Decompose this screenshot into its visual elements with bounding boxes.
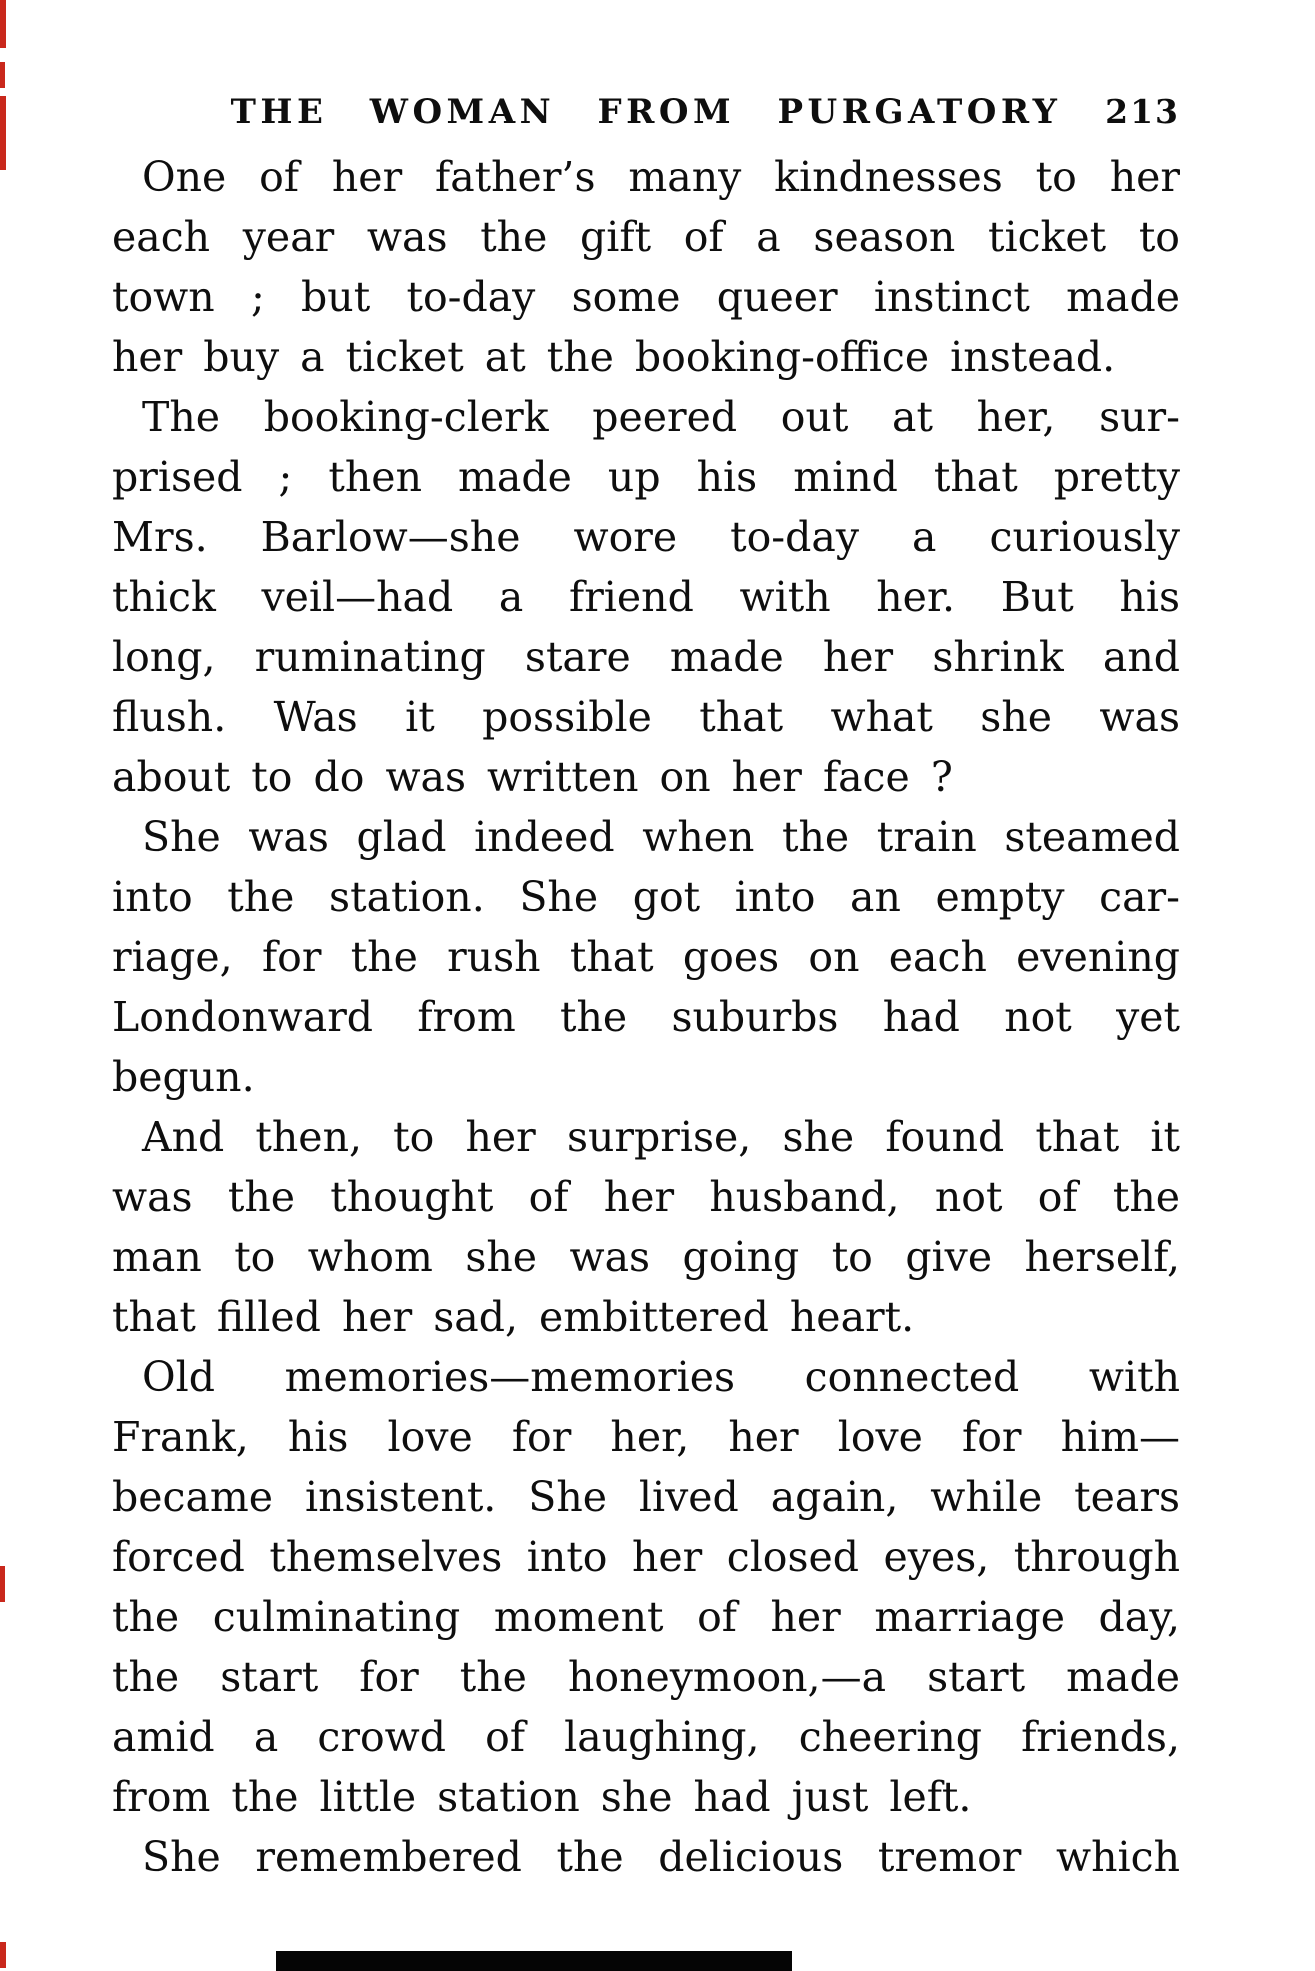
text-line: town ; but to-day some queer instinct made bbox=[112, 273, 1180, 321]
page-body-text bbox=[112, 147, 1180, 1887]
text-line: begun. bbox=[112, 1053, 255, 1101]
scan-artifact-red-mark bbox=[0, 62, 5, 88]
text-line: each year was the gift of a season ticket to bbox=[112, 213, 1180, 261]
text-line: prised ; then made up his mind that pretty bbox=[112, 453, 1180, 501]
text-line: Old memories—memories connected with bbox=[142, 1353, 1180, 1401]
text-line: into the station. She got into an empty car- bbox=[112, 873, 1180, 921]
text-line: And then, to her surprise, she found that it bbox=[142, 1113, 1180, 1161]
text-line: man to whom she was going to give herself, bbox=[112, 1233, 1180, 1281]
text-line: that filled her sad, embittered heart. bbox=[112, 1293, 915, 1341]
text-line: about to do was written on her face ? bbox=[112, 753, 953, 801]
scan-artifact-red-mark bbox=[0, 0, 6, 48]
text-line: One of her father’s many kindnesses to her bbox=[142, 153, 1180, 201]
text-line: Mrs. Barlow—she wore to-day a curiously bbox=[112, 513, 1180, 561]
scan-artifact-red-mark bbox=[0, 1942, 6, 1968]
text-line: riage, for the rush that goes on each evening bbox=[112, 933, 1180, 981]
scan-artifact-dark-bar bbox=[276, 1951, 792, 1971]
text-line: She remembered the delicious tremor which bbox=[142, 1833, 1180, 1881]
running-head-title: THE WOMAN FROM PURGATORY bbox=[230, 92, 1062, 132]
text-line: flush. Was it possible that what she was bbox=[112, 693, 1180, 741]
page-number: 213 bbox=[1105, 92, 1180, 131]
text-line: forced themselves into her closed eyes, through bbox=[112, 1533, 1180, 1581]
text-line: long, ruminating stare made her shrink and bbox=[112, 633, 1180, 681]
text-line: the culminating moment of her marriage day, bbox=[112, 1593, 1180, 1641]
text-line: the start for the honeymoon,—a start made bbox=[112, 1653, 1180, 1701]
running-head bbox=[112, 90, 1180, 134]
scan-artifact-red-mark bbox=[0, 96, 6, 170]
text-line: became insistent. She lived again, while tears bbox=[112, 1473, 1180, 1521]
text-line: thick veil—had a friend with her. But his bbox=[112, 573, 1180, 621]
text-line: amid a crowd of laughing, cheering friends, bbox=[112, 1713, 1180, 1761]
text-line: The booking-clerk peered out at her, sur- bbox=[142, 393, 1180, 441]
scan-artifact-red-mark bbox=[0, 1566, 5, 1602]
text-line: Londonward from the suburbs had not yet bbox=[112, 993, 1180, 1041]
text-line: Frank, his love for her, her love for him— bbox=[112, 1413, 1180, 1461]
text-line: her buy a ticket at the booking-office instead. bbox=[112, 333, 1116, 381]
text-line: was the thought of her husband, not of the bbox=[112, 1173, 1180, 1221]
text-line: from the little station she had just left. bbox=[112, 1773, 972, 1821]
text-line: She was glad indeed when the train steamed bbox=[142, 813, 1180, 861]
